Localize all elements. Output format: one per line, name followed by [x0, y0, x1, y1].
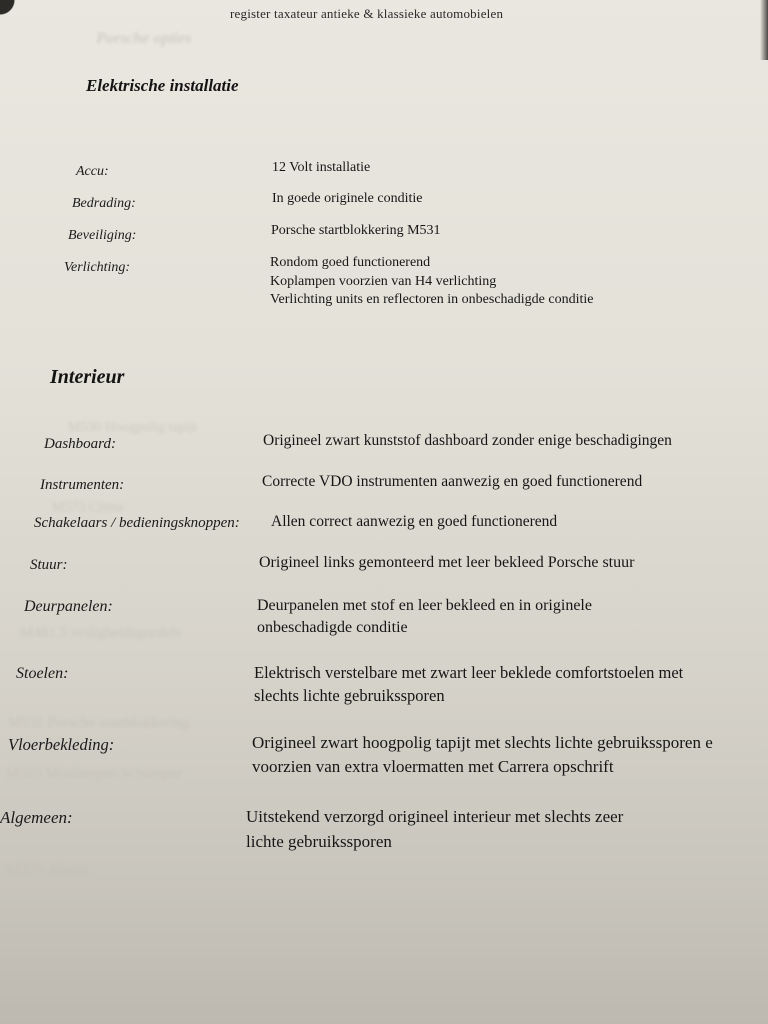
- section-title-electrical: Elektrische installatie: [86, 76, 239, 95]
- value-line: onbeschadigde conditie: [257, 619, 408, 636]
- section-title-interior: Interieur: [50, 366, 125, 388]
- value-line: Rondom goed functionerend: [270, 255, 431, 270]
- row-value: [270, 254, 593, 310]
- show-through-text: M375 Alarm: [6, 862, 89, 879]
- photo-edge-shadow: [760, 0, 768, 60]
- value-line: Origineel links gemonteerd met leer bekleed Porsche stuur: [259, 554, 635, 571]
- row-label: Stuur:: [30, 557, 68, 573]
- row-label: Stoelen:: [16, 665, 69, 682]
- value-line: Deurpanelen met stof en leer bekleed en in originele: [257, 597, 592, 614]
- row-value: [252, 731, 713, 779]
- document-header: register taxateur antieke & klassieke automobielen: [230, 6, 504, 21]
- row-value: [272, 158, 370, 177]
- row-value: [263, 430, 672, 451]
- show-through-text: M573 Clima: [52, 500, 124, 515]
- show-through-text: M530 Hoogpolig tapijt: [68, 420, 198, 435]
- value-line: Porsche startblokkering M531: [271, 223, 441, 238]
- row-value: [259, 552, 634, 574]
- row-value: [254, 661, 683, 707]
- row-label: Bedrading:: [72, 196, 136, 211]
- value-line: Allen correct aanwezig en goed functionerend: [271, 513, 558, 530]
- row-value: [246, 804, 623, 854]
- show-through-text: M565 Mistlampen in bumper: [6, 766, 183, 782]
- value-line: voorzien van extra vloermatten met Carrera opschrift: [252, 757, 614, 776]
- row-label: Beveiliging:: [68, 228, 137, 243]
- row-value: [257, 595, 592, 639]
- value-line: slechts lichte gebruikssporen: [254, 686, 445, 705]
- value-line: Uitstekend verzorgd origineel interieur met slechts zeer: [246, 807, 624, 826]
- value-line: Koplampen voorzien van H4 verlichting: [270, 273, 497, 289]
- photo-corner-shadow: [0, 0, 22, 22]
- value-line: 12 Volt installatie: [272, 160, 371, 175]
- value-line: Correcte VDO instrumenten aanwezig en goed functionerend: [262, 473, 643, 490]
- value-line: Origineel zwart kunststof dashboard zonder enige beschadigingen: [263, 432, 672, 449]
- value-line: Elektrisch verstelbare met zwart leer beklede comfortstoelen met: [254, 663, 684, 682]
- row-label: Dashboard:: [44, 436, 116, 452]
- row-label: Schakelaars / bedieningsknoppen:: [34, 515, 240, 531]
- row-value: [271, 221, 441, 240]
- row-label: Vloerbekleding:: [8, 735, 115, 754]
- row-label: Algemeen:: [0, 808, 73, 827]
- show-through-text: M481.5 veiligheidsgordels: [20, 625, 181, 641]
- show-through-text: M531 Porsche startblokkering: [8, 715, 190, 731]
- row-label: Verlichting:: [64, 260, 131, 275]
- row-label: Accu:: [76, 164, 109, 179]
- show-through-text: Porsche opties: [96, 30, 192, 47]
- value-line: In goede originele conditie: [272, 191, 423, 206]
- value-line: Origineel zwart hoogpolig tapijt met slechts lichte gebruikssporen e: [252, 733, 713, 752]
- row-value: [262, 471, 642, 492]
- row-value: [272, 189, 422, 208]
- row-label: Deurpanelen:: [24, 598, 113, 615]
- row-label: Instrumenten:: [40, 477, 125, 493]
- value-line: lichte gebruikssporen: [246, 832, 392, 851]
- row-value: [271, 511, 557, 532]
- value-line: Verlichting units en reflectoren in onbeschadigde conditie: [270, 292, 594, 307]
